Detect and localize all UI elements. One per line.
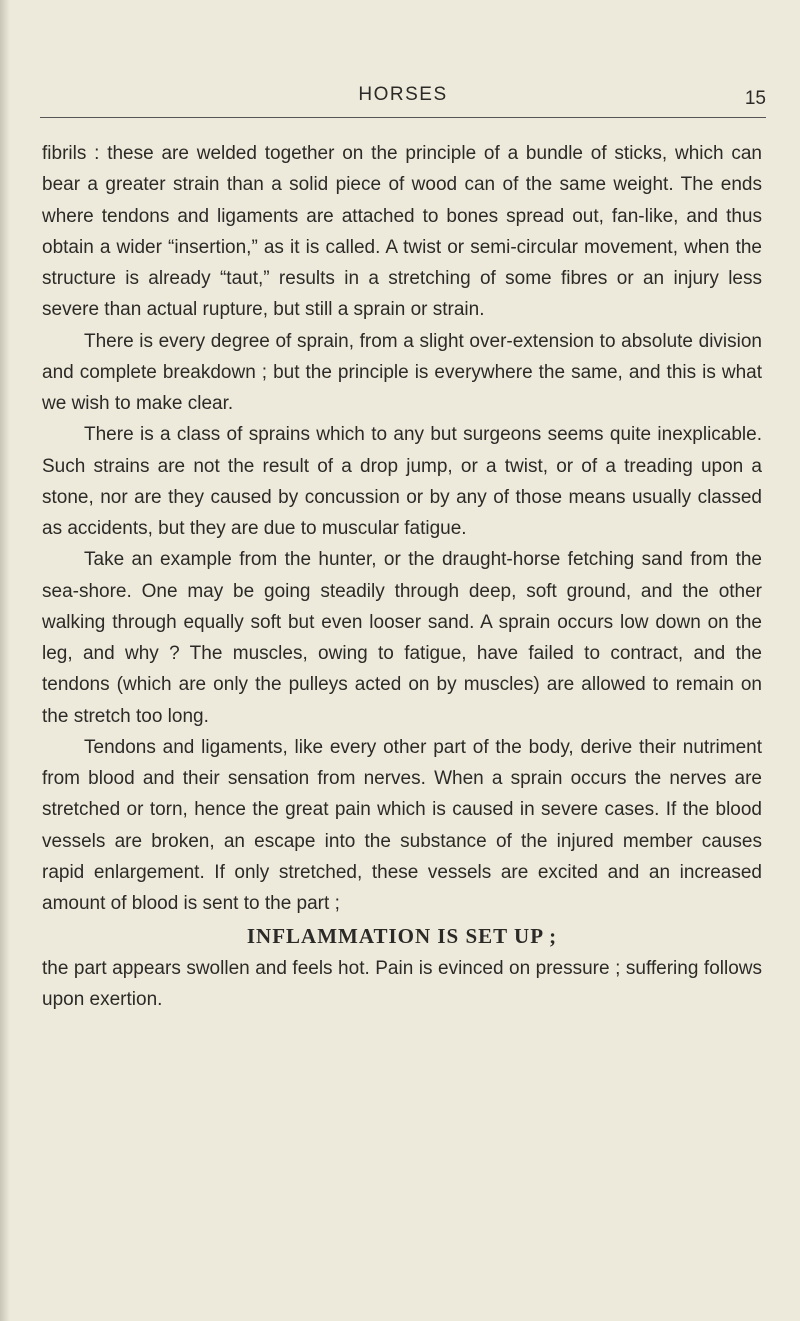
paragraph-1: fibrils : these are welded together on the principle of a bundle of sticks, which can bear a greater strain than a solid piece of wood can of the same weight. The ends where tendons and ligaments are attached to bones spread out, fan-like, and thus obtain a wider “insertion,” as it is called. A twist or semi-circular movement, when the structure is already “taut,” results in a stretching of some fibres or an injury less severe than actual rupture, but still a sprain or strain. (42, 143, 762, 321)
paragraph-3: There is a class of sprains which to any but surgeons seems quite inexplicable. Such strains are not the result of a drop jump, or a twist, or of a treading upon a stone, nor are they caused by concussion or by any of those means usually classed as accidents, but they are due to muscular fatigue. (42, 424, 762, 539)
section-heading: INFLAMMATION IS SET UP ; (246, 924, 558, 949)
paragraph-5: Tendons and ligaments, like every other part of the body, derive their nutriment from blood and their sensation from nerves. When a sprain occurs the nerves are stretched or torn, hence the great pain which is caused in severe cases. If the blood vessels are broken, an escape into the substance of the injured member causes rapid enlargement. If only stretched, these vessels are excited and an increased amount of blood is sent to the part ; (42, 736, 762, 914)
closing-paragraph: the part appears swollen and feels hot. Pain is evinced on pressure ; suffering follows upon exertion. (42, 957, 762, 1010)
header-rule (40, 117, 766, 118)
paragraph-4: Take an example from the hunter, or the draught-horse fetching sand from the sea-shore. One may be going steadily through deep, soft ground, and the other walking through equally soft but even looser sand. A sprain occurs low down on the leg, and why ? The muscles, owing to fatigue, have failed to contract, and the tendons (which are only the pulleys acted on by muscles) are allowed to remain on the stretch too long. (42, 549, 762, 727)
body-text (42, 138, 762, 1015)
paragraph-2: There is every degree of sprain, from a slight over-extension to absolute division and complete breakdown ; but the principle is everywhere the same, and this is what we wish to make clear. (42, 330, 762, 414)
running-head (40, 84, 766, 114)
page-number: 15 (744, 88, 766, 109)
page-gutter-shadow (0, 0, 10, 1321)
running-title: HORSES (358, 84, 448, 105)
